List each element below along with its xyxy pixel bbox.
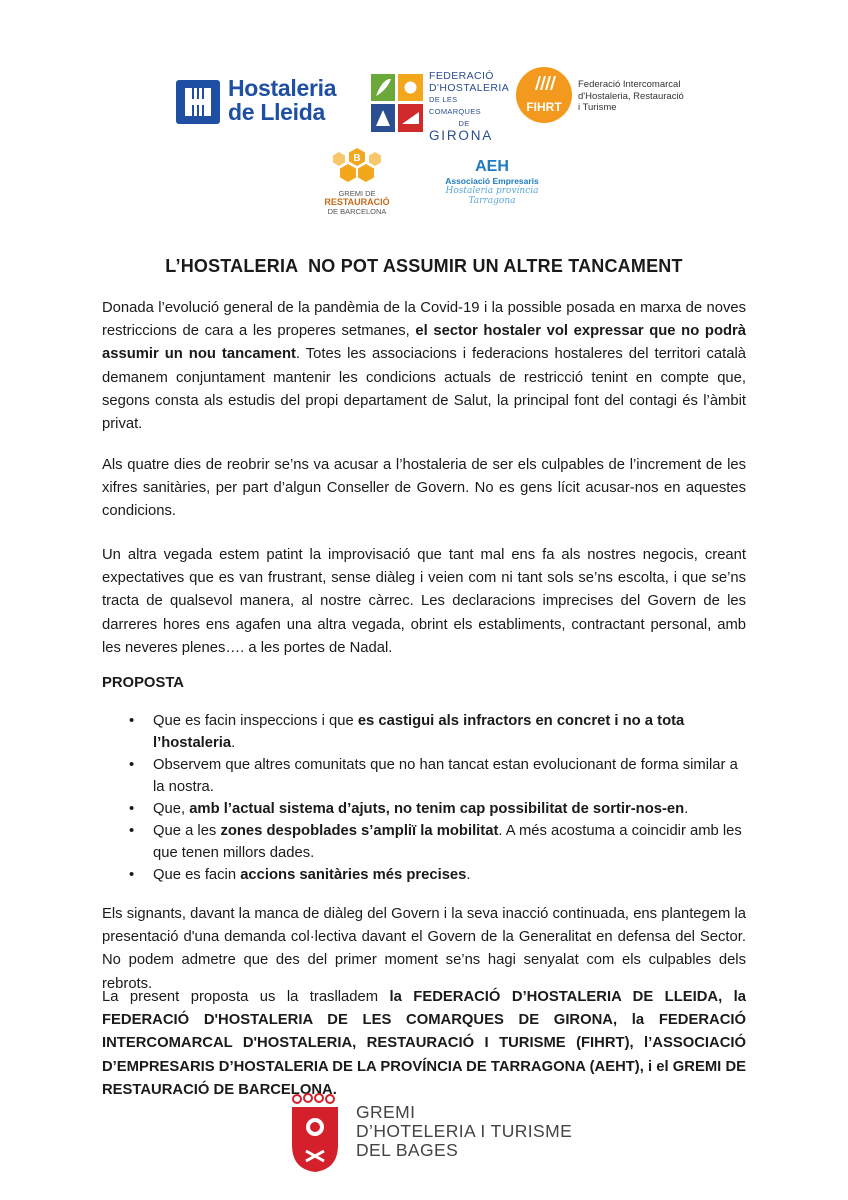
proposta-heading: PROPOSTA [102, 675, 184, 691]
logo-fihrt [516, 67, 686, 131]
logo-bages-line2: D’HOTELERIA I TURISME [356, 1121, 573, 1141]
logo-hostaleria-lleida [176, 76, 366, 128]
paragraph-5 [102, 986, 746, 1102]
logo-bages-line3: DEL BAGES [356, 1140, 459, 1160]
paragraph-1 [102, 297, 746, 436]
list-item: • Que a les zones despoblades s’ampliï la mobilitat. A més acostuma a coincidir amb les que tenen millors dades. [102, 820, 746, 864]
paragraph-1-a: Donada l’evolució general de la pandèmia de la Covid-19 i la possible posada en marxa de noves restriccions de cara a les properes setmanes, [102, 300, 746, 340]
paragraph-3: Un altra vegada estem patint la improvisació que tant mal ens fa als nostres negocis, creant expectatives que es van frustrant, sense diàleg i veien com ni tant sols se’ns escolta, i que se’ns tracta de qualsevol manera, al nostre càrrec. Les declaracions imprecises del Govern de les darreres hores ens agafen una altra vegada, obrint els establiments, contractant personal, amb les neveres plenes…. a les portes de Nadal. [102, 547, 746, 656]
logo-girona-line5: GIRONA [429, 128, 494, 143]
paragraph-1-bold: el sector hostaler vol expressar que no podrà assumir un nou tancament [102, 323, 747, 363]
list-item: • Que es facin inspeccions i que es castigui als infractors en concret i no a tota l’hostaleria. [102, 710, 746, 754]
logo-girona-line2: D'HOSTALERIA [429, 82, 510, 94]
logo-bages-line1: GREMI [356, 1102, 416, 1122]
list-item: • Que, amb l’actual sistema d’ajuts, no tenim cap possibilitat de sortir-nos-en. [102, 798, 746, 820]
logo-girona-line4: DE [458, 119, 470, 128]
logo-girona-line1: FEDERACIÓ [429, 70, 494, 82]
document-headline: L’HOSTALERIA NO POT ASSUMIR UN ALTRE TANCAMENT [165, 256, 683, 276]
logo-bcn-line2: RESTAURACIÓ [324, 197, 390, 207]
paragraph-1-c: . Totes les associacions i federacions hostaleres del territori català demanem conjuntament mantenir les condicions actuals de restricció tenint en compte que, segons consta als estudis del propi departament de Salut, la principal font del contagi és l’àmbit privat. [102, 346, 746, 433]
logo-federacio-girona [371, 70, 511, 143]
paragraph-5-bold: la FEDERACIÓ D’HOSTALERIA DE LLEIDA, la FEDERACIÓ D'HOSTALERIA DE LES COMARQUES DE GIRONA, la FEDERACIÓ INTERCOMARCAL D'HOSTALERIA, RESTAURACIÓ I TURISME (FIHRT), l’ASSOCIACIÓ D’EMPRESARIS D’HOSTALERIA DE LA PROVÍNCIA DE TARRAGONA (AEHT), i el GREMI DE RESTAURACIÓ DE BARCELONA. [102, 989, 746, 1098]
honeycomb-icon [326, 148, 388, 184]
logo-bcn-line1: GREMI DE [338, 189, 376, 198]
logo-fihrt-line3: i Turisme [578, 102, 617, 113]
logo-aeh-line2: Hostaleria província Tarragona [445, 186, 539, 206]
list-item: • Observem que altres comunitats que no han tancat estan evolucionant de forma similar a la nostra. [102, 754, 746, 798]
bages-shield-icon [290, 1093, 340, 1173]
logo-gremi-restauracio-barcelona [324, 148, 390, 224]
logo-fihrt-line1: Federació Intercomarcal [578, 79, 681, 90]
logo-bcn-line3: DE BARCELONA [327, 207, 387, 216]
logo-lleida-line2: de Lleida [228, 99, 325, 125]
fihrt-mark: FIHRT [526, 100, 562, 114]
list-item: • Que es facin accions sanitàries més precises. [102, 864, 746, 886]
paragraph-4: Els signants, davant la manca de diàleg del Govern i la seva inacció continuada, ens plantegem la presentació d'una demanda col·lectiva davant el Govern de la Generalitat en defensa del Sector. No podem admetre que des del primer moment se’ns hagi senyalat com els culpables dels rebrots. [102, 906, 746, 992]
paragraph-2: Als quatre dies de reobrir se’ns va acusar a l’hostaleria de ser els culpables de l’increment de les xifres sanitàries, per part d’algun Conseller de Govern. No es gens lícit acusar-nos en aquestes condicions. [102, 457, 746, 520]
bcn-letter: B [353, 153, 361, 164]
fihrt-stripes-icon [534, 76, 556, 90]
logo-girona-line3: DE LES COMARQUES [429, 95, 481, 116]
logo-gremi-bages [290, 1093, 580, 1183]
fihrt-badge [516, 67, 572, 123]
paragraph-5-a: La present proposta us la traslladem [102, 989, 390, 1005]
logo-lleida-line1: Hostaleria [228, 75, 337, 101]
girona-tiles-icon [371, 74, 423, 132]
logo-aeh-tarragona [427, 158, 557, 214]
aeh-mark: AEH [475, 158, 509, 175]
logo-aeh-line1: Associació Empresaris [445, 176, 539, 186]
proposta-list [102, 710, 746, 886]
logo-fihrt-line2: d'Hostaleria, Restauració [578, 90, 684, 102]
hostaleria-lleida-icon [176, 80, 220, 124]
